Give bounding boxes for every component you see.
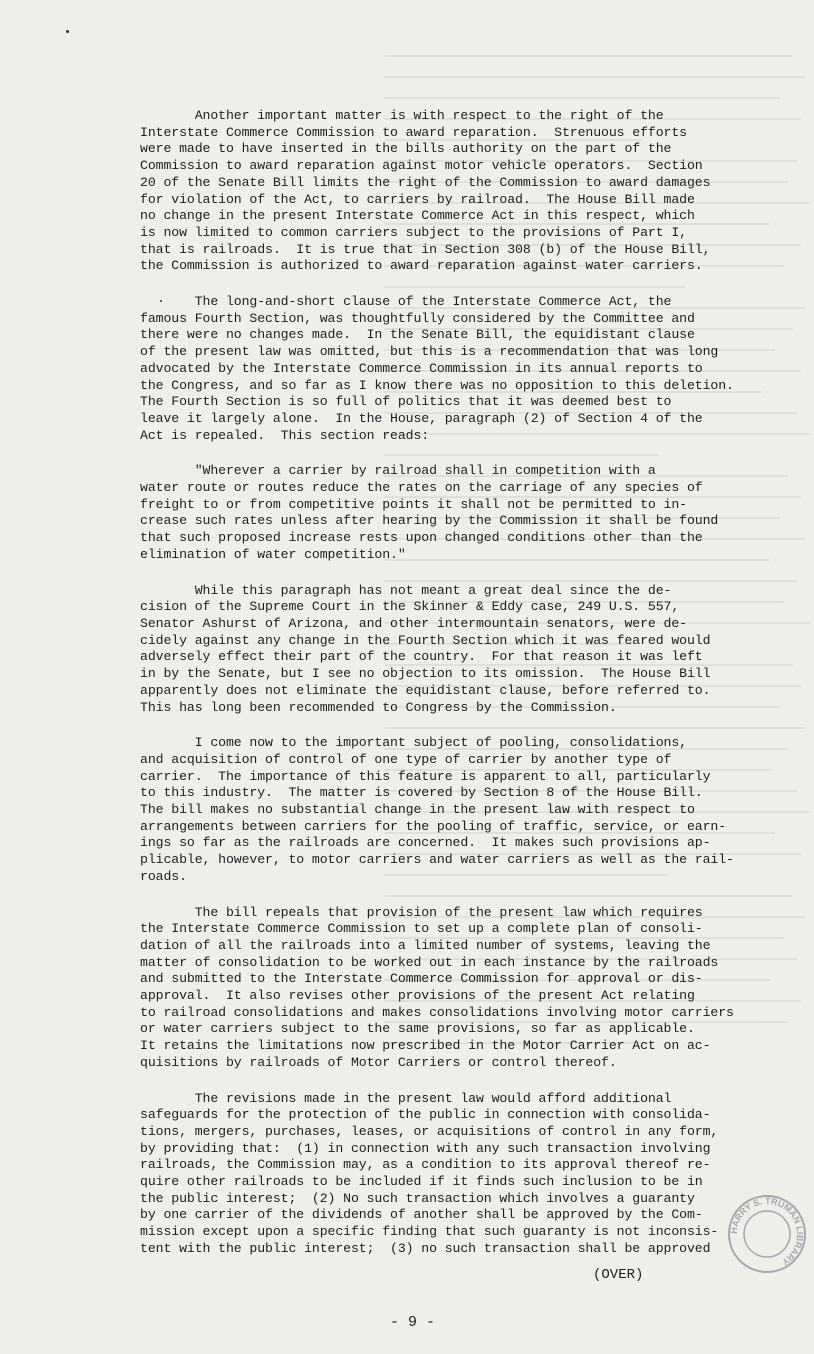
dust-speck — [66, 30, 69, 33]
paragraph-fourth-section: The long-and-short clause of the Interstate Commerce Act, the famous Fourth Section, was thoughtfully considered by the Committee and there were no changes made. In the Senate Bill, the equidistant clause of the present law was omitted, but this is a recommendation that was long advocated by the Interstate Commerce Commission in its annual reports to the Congress, and so far as I know there was no opposition to this deletion. The Fourth Section is so full of politics that it was deemed best to leave it largely alone. In the House, paragraph (2) of Section 4 of the Act is repealed. This section reads: — [140, 294, 734, 443]
paragraph-reparation: Another important matter is with respect to the right of the Interstate Commerce Commission to award reparation. Strenuous efforts were made to have inserted in the bills authority on the part of the Commission to award reparation against motor vehicle operators. Section 20 of the Senate Bill limits the right of the Commission to award damages for violation of the Act, to carriers by railroad. The House Bill made no change in the present Interstate Commerce Act in this respect, which is now limited to common carriers subject to the provisions of Part I, that is railroads. It is true that in Section 308 (b) of the House Bill, the Commission is authorized to award reparation against water carriers. — [140, 108, 711, 274]
paragraph-safeguards: The revisions made in the present law would afford additional safeguards for the protection of the public in connection with consolida- tions, mergers, purchases, leases, or acquisitions of control in any form, by providing that: (1) in connection with any such transaction involving railroads, the Commission may, as a condition to its approval thereof re- quire other railroads to be included if it finds such inclusion to be in the public interest; (2) No such transaction which involves a guaranty by one carrier of the dividends of another shall be approved by the Com- mission except upon a specific finding that such guaranty is not inconsis- tent with the public interest; (3) no such transaction shall be approved — [140, 1090, 719, 1256]
document-body — [140, 108, 734, 1258]
paragraph-consolidation: The bill repeals that provision of the present law which requires the Interstate Commerce Commission to set up a complete plan of consoli- dation of all the railroads into a limited number of systems, leaving the matter of consolidation to be worked out in each instance by the railroads and submitted to the Interstate Commerce Commission for approval or dis- approval. It also revises other provisions of the present Act relating to railroad consolidations and makes consolidations involving motor carriers or water carriers subject to the same provisions, so far as applicable. It retains the limitations now prescribed in the Motor Carrier Act on ac- quisitions by railroads of Motor Carriers or control thereof. — [140, 904, 734, 1070]
over-indicator: (OVER) — [593, 1267, 644, 1283]
page-number: - 9 - — [390, 1314, 436, 1331]
stamp-text: HARRY S. TRUMAN LIBRARY — [728, 1195, 806, 1268]
paragraph-skinner-eddy: While this paragraph has not meant a great deal since the de- cision of the Supreme Court in the Skinner & Eddy case, 249 U.S. 557, Senator Ashurst of Arizona, and other intermountain senators, were de- cidely against any change in the Fourth Section which it was feared would adversely effect their part of the country. For that reason it was left in by the Senate, but I see no objection to its omission. The House Bill apparently does not eliminate the equidistant clause, before referred to. This has long been recommended to Congress by the Commission. — [140, 582, 711, 715]
paragraph-quoted-section: "Wherever a carrier by railroad shall in competition with a water route or routes reduce the rates on the carriage of any species of freight to or from competitive points it shall not be permitted to in- crease such rates unless after hearing by the Commission it shall be found that such proposed increase rests upon changed conditions other than the elimination of water competition." — [140, 463, 719, 562]
truman-library-stamp — [726, 1193, 808, 1275]
paragraph-pooling: I come now to the important subject of pooling, consolidations, and acquisition of control of one type of carrier by another type of carrier. The importance of this feature is apparent to all, particularly to this industry. The matter is covered by Section 8 of the House Bill. The bill makes no substantial change in the present law with respect to arrangements between carriers for the pooling of traffic, service, or earn- ings so far as the railroads are concerned. It makes such provisions ap- plicable, however, to motor carriers and water carriers as well as the rail- roads. — [140, 735, 734, 884]
